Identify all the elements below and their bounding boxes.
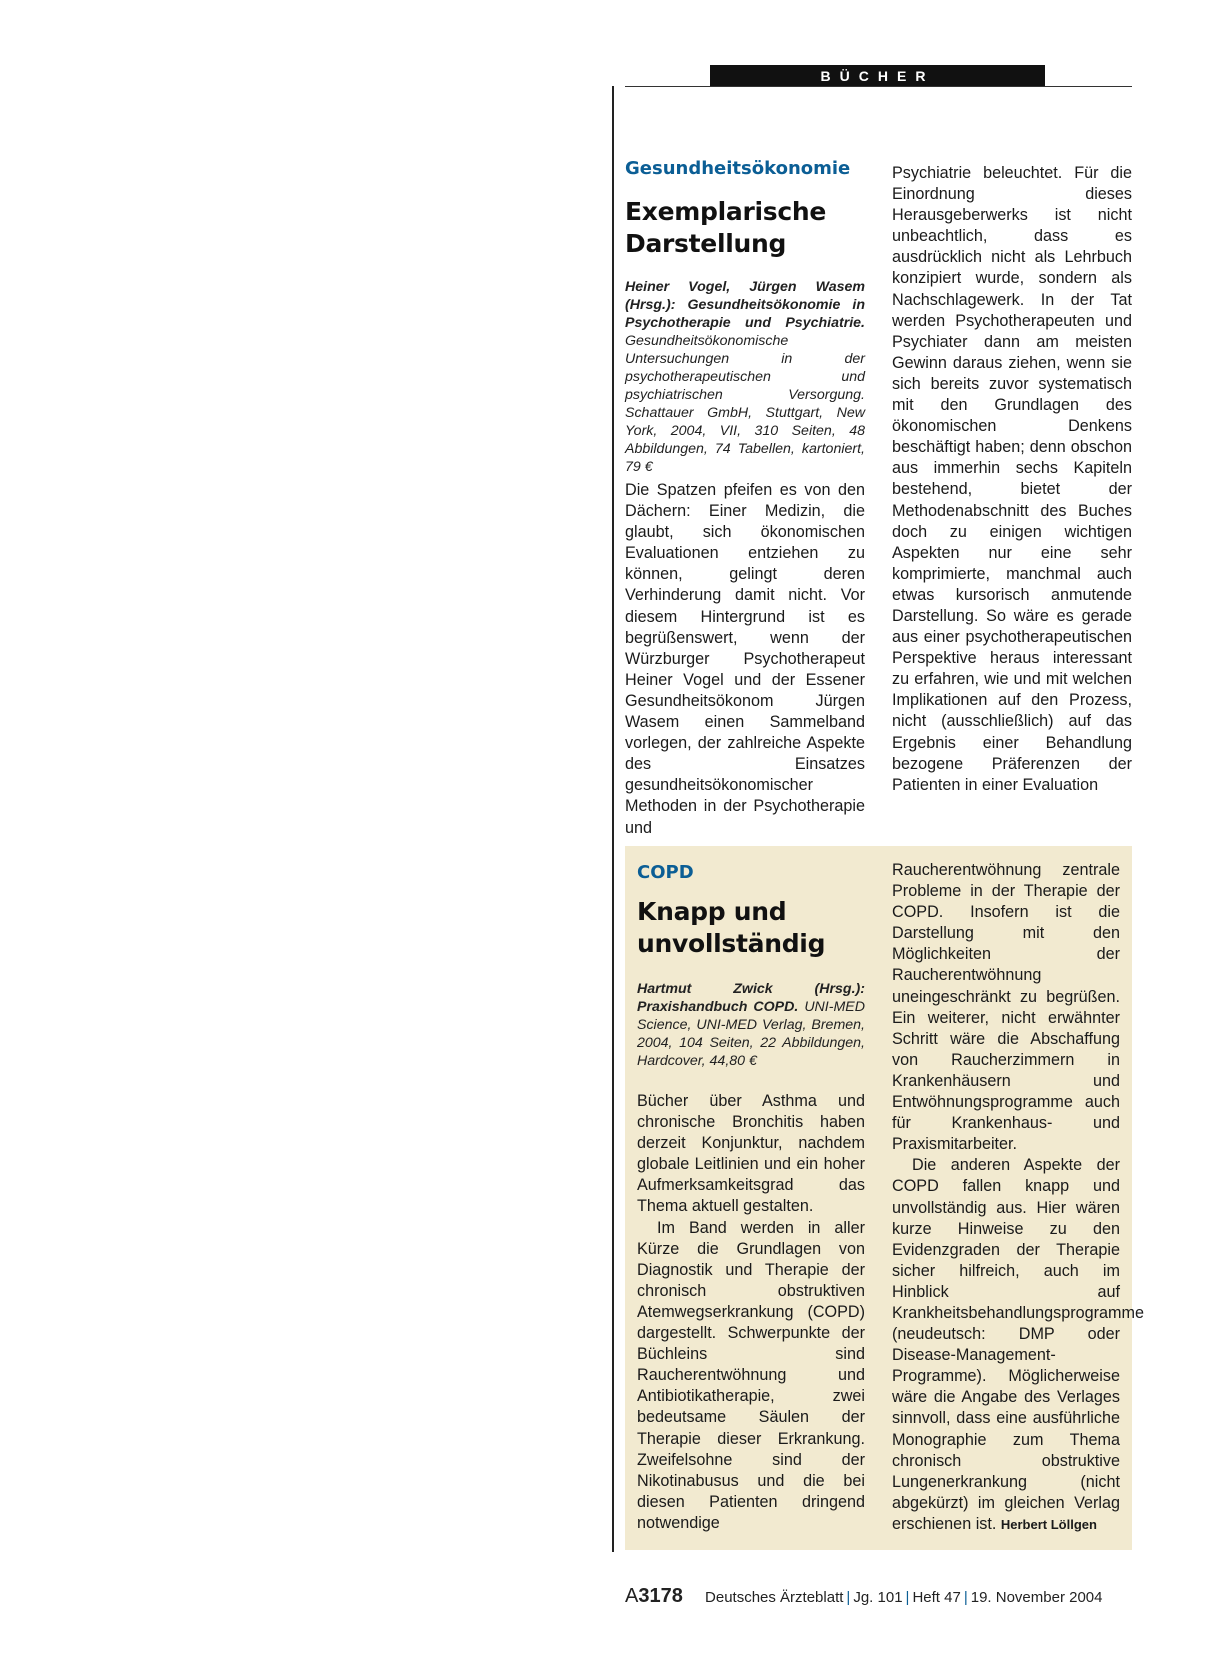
review2-column2 <box>892 860 1144 1535</box>
review2-author: Herbert Löllgen <box>1000 1516 1097 1532</box>
review2-title <box>637 896 825 960</box>
review2-title-line2: unvollständig <box>637 929 826 958</box>
review2-biblio-rest: UNI-MED Science, UNI-MED Verlag, Bremen, 2004, 104 Seiten, 22 Abbildungen, Hardcover, 44,80 € <box>637 999 865 1069</box>
review2-biblio-bold: Hartmut Zwick (Hrsg.): Praxishandbuch COPD. <box>637 981 865 1015</box>
footer-separator: | <box>905 1589 910 1606</box>
review1-kicker: Gesundheitsökonomie <box>625 158 851 179</box>
review1-col2-p1: Psychiatrie beleuchtet. Für die Einordnung dieses Herausgeberwerks ist nicht unbeachtlich, dass es ausdrücklich nicht als Lehrbuch konzipiert wurde, sondern als Nachschlagewerk. In der Tat werden Psychotherapeuten und Psychiater dann am meisten Gewinn daraus ziehen, wenn sie sich bereits zuvor systematisch mit den Grundlagen des ökonomischen Denkens beschäftigt haben; denn obschon aus immerhin sechs Kapiteln bestehend, bietet der Methodenabschnitt des Buches doch zu einigen wichtigen Aspekten nur eine sehr komprimierte, manchmal auch etwas kursorisch anmutende Darstellung. So wäre es gerade aus einer psychotherapeutischen Perspektive heraus interessant zu erfahren, wie und mit welchen Implikationen auf den Prozess, nicht (ausschließlich) auf das Ergebnis einer Behandlung bezogene Präferenzen der Patienten in einer Evaluation <box>892 164 1132 794</box>
review2-col2-p2-text: Die anderen Aspekte der COPD fallen knapp und unvollständig aus. Hier wären kurze Hinweise zu den Evidenzgraden der Therapie sicher hilfreich, auch im Hinblick auf Krankheitsbehandlungsprogramme (neudeutsch: DMP oder Disease-Management-Programme). Möglicherweise wäre die Angabe des Verlages sinnvoll, dass eine ausführliche Monographie zum Thema chronisch obstruktive Lungenerkrankung (nicht abgekürzt) im gleichen Verlag erschienen ist. <box>892 1156 1144 1533</box>
review1-biblio-bold: Heiner Vogel, Jürgen Wasem (Hrsg.): Gesundheitsökonomie in Psychotherapie und Psychiatrie. <box>625 279 865 331</box>
page-prefix: A <box>625 1585 639 1607</box>
review1-column1 <box>625 480 865 839</box>
review2-col1-p1: Bücher über Asthma und chronische Bronchitis haben derzeit Konjunktur, nachdem globale Leitlinien und ein hoher Aufmerksamkeitsgrad das Thema aktuell gestalten. <box>637 1092 865 1216</box>
review2-column1 <box>637 1091 865 1534</box>
page-footer <box>625 1585 1132 1608</box>
review1-col1-p1: Die Spatzen pfeifen es von den Dächern: Einer Medizin, die glaubt, sich ökonomischen Evaluationen entziehen zu können, gelingt deren Verhinderung damit nicht. Vor diesem Hintergrund ist es begrüßenswert, wenn der Würzburger Psychotherapeut Heiner Vogel und der Essener Gesundheitsökonom Jürgen Wasem einen Sammelband vorlegen, der zahlreiche Aspekte des Einsatzes gesundheitsökonomischer Methoden in der Psychotherapie und <box>625 481 865 837</box>
section-header: BÜCHER <box>710 65 1045 87</box>
footer-separator: | <box>963 1589 968 1606</box>
page-number: 3178 <box>638 1585 683 1607</box>
review2-col2-p1: Raucherentwöhnung zentrale Probleme in der Therapie der COPD. Insofern ist die Darstellung mit den Möglichkeiten der Raucherentwöhnung uneingeschränkt zu begrüßen. Ein weiterer, nicht erwähnter Schritt wäre die Abschaffung von Raucherzimmern in Krankenhäusern und Entwöhnungsprogramme auch für Krankenhaus- und Praxismitarbeiter. <box>892 861 1120 1154</box>
review1-biblio-rest: Gesundheitsökonomische Untersuchungen in der psychotherapeutischen und psychiatrischen Versorgung. Schattauer GmbH, Stuttgart, New York, 2004, VII, 310 Seiten, 48 Abbildungen, 74 Tabellen, kartoniert, 79 € <box>625 333 865 475</box>
journal-date: 19. November 2004 <box>970 1589 1103 1606</box>
review2-col2-p2 <box>892 1155 1144 1535</box>
review2-col1-p2: Im Band werden in aller Kürze die Grundlagen von Diagnostik und Therapie der chronisch obstruktiven Atemwegserkrankung (COPD) dargestellt. Schwerpunkte der Büchleins sind Raucherentwöhnung und Antibiotikatherapie, zwei bedeutsame Säulen der Therapie dieser Erkrankung. Zweifelsohne sind der Nikotinabusus und die bei diesen Patienten dringend notwendige <box>637 1218 865 1532</box>
journal-name: Deutsches Ärzteblatt <box>705 1589 844 1606</box>
footer-separator: | <box>846 1589 851 1606</box>
review2-kicker: COPD <box>637 862 694 883</box>
vertical-rule <box>612 86 614 1552</box>
journal-volume: Jg. 101 <box>853 1589 903 1606</box>
journal-issue: Heft 47 <box>912 1589 961 1606</box>
review2-bibliography <box>637 980 865 1070</box>
header-rule <box>625 86 1132 87</box>
review1-bibliography <box>625 278 865 476</box>
review1-title-line2: Darstellung <box>625 229 787 258</box>
review1-column2 <box>892 163 1132 796</box>
review1-title-line1: Exemplarische <box>625 197 826 226</box>
review2-title-line1: Knapp und <box>637 897 787 926</box>
review1-title <box>625 196 826 260</box>
